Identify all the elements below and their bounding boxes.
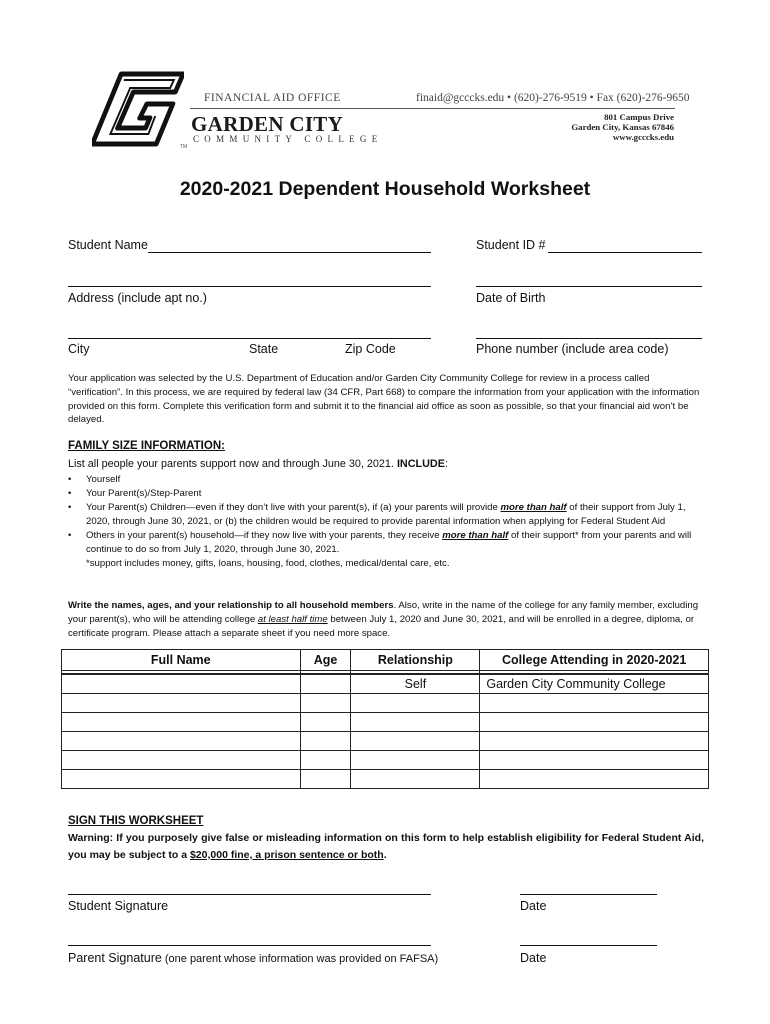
lead-text: List all people your parents support now and through June 30, 2021. — [68, 458, 397, 470]
instructions-emphasis: at least half time — [257, 613, 328, 625]
table-row — [62, 732, 709, 751]
college-address — [571, 112, 674, 142]
cell-relationship[interactable] — [351, 732, 480, 751]
warning-penalty: $20,000 fine, a prison sentence or both — [189, 849, 384, 861]
parent-signature-text: Parent Signature — [68, 951, 162, 965]
cell-name[interactable] — [62, 751, 301, 770]
city-label: City — [68, 342, 90, 356]
cell-name[interactable] — [62, 713, 301, 732]
state-label: State — [249, 342, 279, 356]
phone-label: Phone number (include area code) — [476, 342, 669, 356]
cell-name[interactable] — [62, 674, 301, 694]
parent-date-label: Date — [520, 951, 547, 965]
table-row — [62, 770, 709, 789]
bullet-children — [68, 501, 708, 529]
address-line-2: Garden City, Kansas 67846 — [571, 122, 674, 132]
header-full-name: Full Name — [62, 650, 301, 671]
cell-age[interactable] — [300, 732, 351, 751]
address-label: Address (include apt no.) — [68, 291, 207, 305]
dob-label: Date of Birth — [476, 291, 546, 305]
bullet-children-b: of their support from July 1, 2020, through June 30, 2021, or (b) the children would be required to provide parental information when applying for Federal Student Aid — [86, 502, 686, 527]
table-header-row — [62, 650, 709, 671]
student-id-label: Student ID # — [476, 238, 546, 252]
student-date-field[interactable] — [520, 894, 657, 895]
parent-signature-label — [68, 951, 438, 965]
header-age: Age — [300, 650, 351, 671]
address-field[interactable] — [68, 286, 431, 287]
household-table — [61, 649, 709, 789]
instructions-a: . Also, write in the name of the college for any family member, excluding your parent(s), who will be attending college — [68, 600, 699, 625]
instructions-b: between July 1, 2020 and June 30, 2021, and will be enrolled in a degree, diploma, or certificate program. Please attach a separate sheet if you need more space. — [68, 613, 695, 639]
family-size-lead — [68, 458, 448, 470]
cell-name[interactable] — [62, 732, 301, 751]
zip-label: Zip Code — [345, 342, 396, 356]
bullet-children-a: Your Parent(s) Children—even if they don’t live with your parent(s), if (a) your parents will provide — [86, 502, 501, 513]
cell-college[interactable] — [480, 732, 709, 751]
table-row — [62, 751, 709, 770]
student-date-label: Date — [520, 899, 547, 913]
trademark-mark: TM — [180, 144, 188, 150]
contact-info: finaid@gcccks.edu • (620)-276-9519 • Fax (620)-276-9650 — [416, 92, 690, 104]
header-college: College Attending in 2020-2021 — [480, 650, 709, 671]
bullet-others — [68, 529, 708, 571]
city-state-zip-field[interactable] — [68, 338, 431, 339]
address-line-1: 801 Campus Drive — [604, 112, 674, 122]
page-title: 2020-2021 Dependent Household Worksheet — [179, 178, 591, 200]
student-signature-field[interactable] — [68, 894, 431, 895]
family-bullets — [68, 473, 708, 571]
bullet-parents: • Your Parent(s)/Step-Parent — [68, 487, 708, 501]
cell-relationship[interactable]: Self — [351, 674, 480, 694]
cell-age[interactable] — [300, 694, 351, 713]
bullet-yourself: • Yourself — [68, 473, 708, 487]
student-id-field[interactable] — [548, 252, 702, 253]
parent-signature-note: (one parent whose information was provided on FAFSA) — [161, 953, 439, 965]
lead-include: INCLUDE — [396, 458, 445, 470]
college-logo — [92, 70, 184, 150]
parent-signature-field[interactable] — [68, 945, 431, 946]
lead-end: : — [444, 458, 448, 470]
cell-age[interactable] — [300, 713, 351, 732]
cell-age[interactable] — [300, 751, 351, 770]
support-note: *support includes money, gifts, loans, housing, food, clothes, medical/dental care, etc. — [86, 558, 450, 569]
cell-college[interactable] — [480, 751, 709, 770]
cell-relationship[interactable] — [351, 770, 480, 789]
cell-name[interactable] — [62, 694, 301, 713]
bullet-children-emphasis: more than half — [500, 502, 567, 513]
cell-college[interactable]: Garden City Community College — [480, 674, 709, 694]
intro-paragraph: Your application was selected by the U.S. Department of Education and/or Garden City Community College for review in a process called “verification”. In this process, we are required by federal law (34 CFR, Part 668) to compare the information from your application with the information provided on this form. Complete this verification form and submit it to the financial aid office as soon as possible, so that your financial aid won’t be delayed. — [68, 373, 700, 426]
sign-heading: SIGN THIS WORKSHEET — [68, 815, 204, 827]
student-signature-label: Student Signature — [68, 899, 169, 913]
cell-relationship[interactable] — [351, 751, 480, 770]
instructions-paragraph — [68, 599, 704, 640]
warning-end: . — [383, 849, 387, 861]
website: www.gcccks.edu — [612, 132, 674, 142]
cell-age[interactable] — [300, 674, 351, 694]
cell-relationship[interactable] — [351, 713, 480, 732]
cell-college[interactable] — [480, 694, 709, 713]
student-name-label: Student Name — [68, 238, 148, 252]
bullet-others-a: Others in your parent(s) household—if they now live with your parents, they receive — [86, 530, 443, 541]
parent-date-field[interactable] — [520, 945, 657, 946]
header-rule — [190, 108, 675, 109]
family-size-heading: FAMILY SIZE INFORMATION: — [68, 440, 225, 452]
bullet-others-b: of their support* from your parents and will continue to do so from July 1, 2020, through June 30, 2021. — [86, 530, 692, 555]
college-name: GARDEN CITY — [191, 112, 344, 136]
college-subtitle: COMMUNITY COLLEGE — [193, 134, 383, 144]
cell-college[interactable] — [480, 770, 709, 789]
table-row — [62, 713, 709, 732]
cell-college[interactable] — [480, 713, 709, 732]
cell-relationship[interactable] — [351, 694, 480, 713]
phone-field[interactable] — [476, 338, 702, 339]
dob-field[interactable] — [476, 286, 702, 287]
student-name-field[interactable] — [148, 252, 431, 253]
cell-name[interactable] — [62, 770, 301, 789]
instructions-bold: Write the names, ages, and your relationship to all household members — [68, 600, 394, 611]
warning-a: Warning: If you purposely give false or misleading information on this form to help establish eligibility for Federal Student Aid, you may be subject to a — [68, 832, 704, 861]
office-name: FINANCIAL AID OFFICE — [204, 92, 341, 104]
bullet-others-emphasis: more than half — [442, 530, 509, 541]
warning-text — [68, 830, 704, 864]
header-relationship: Relationship — [351, 650, 480, 671]
table-row — [62, 694, 709, 713]
cell-age[interactable] — [300, 770, 351, 789]
table-row — [62, 674, 709, 694]
